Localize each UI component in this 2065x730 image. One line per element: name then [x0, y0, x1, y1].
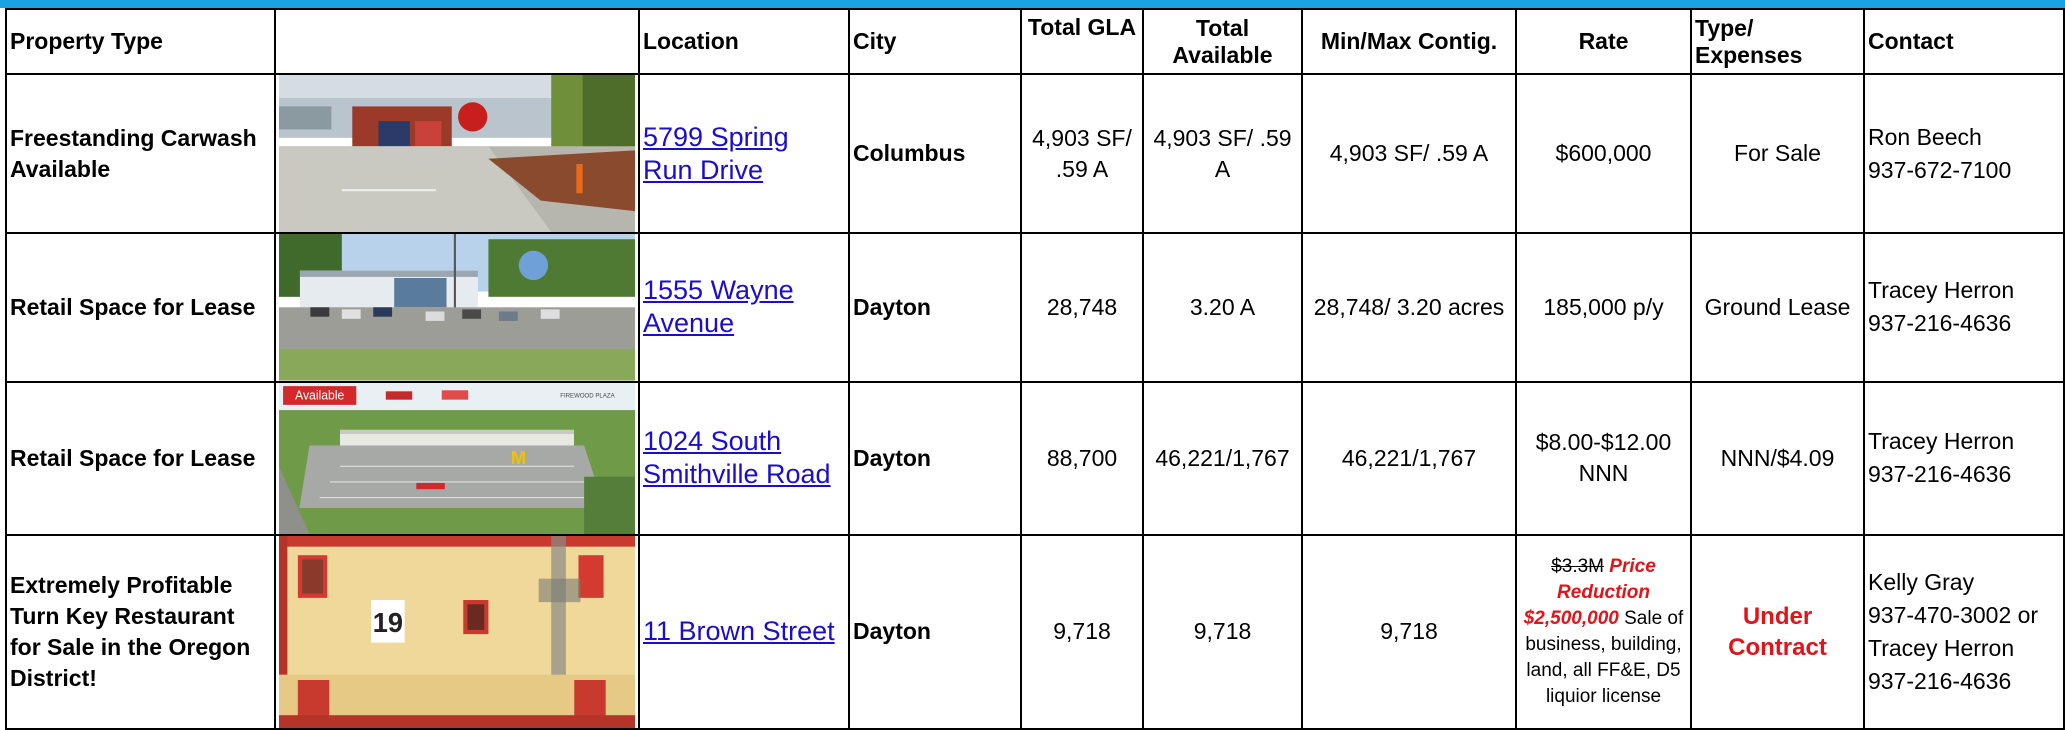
location-cell — [639, 535, 849, 729]
total-gla-cell: 88,700 — [1021, 382, 1143, 535]
contact-cell — [1864, 382, 2064, 535]
property-type-cell: Freestanding Carwash Available — [6, 74, 275, 233]
building-number: 19 — [372, 606, 404, 638]
contact-cell — [1864, 233, 2064, 382]
contact-cell — [1864, 535, 2064, 729]
contact-phone: 937-216-4636 — [1868, 461, 2012, 488]
header-min-max-contig: Min/Max Contig. — [1302, 9, 1516, 74]
header-city: City — [849, 9, 1021, 74]
contact-name: Kelly Gray — [1868, 568, 1975, 595]
old-price: $3.3M — [1551, 555, 1605, 577]
rate-cell — [1516, 535, 1691, 729]
location-cell — [639, 382, 849, 535]
contact-phone: 937-470-3002 or — [1868, 601, 2039, 628]
property-photo-plaza[interactable] — [275, 382, 639, 535]
rate-cell: $600,000 — [1516, 74, 1691, 233]
property-type-cell: Retail Space for Lease — [6, 382, 275, 535]
property-type-cell: Retail Space for Lease — [6, 233, 275, 382]
header-rate: Rate — [1516, 9, 1691, 74]
header-type-expenses: Type/ Expenses — [1691, 9, 1864, 74]
table-row — [6, 382, 2064, 535]
min-max-cell: 28,748/ 3.20 acres — [1302, 233, 1516, 382]
total-gla-cell: 28,748 — [1021, 233, 1143, 382]
city-cell: Dayton — [849, 535, 1021, 729]
min-max-cell: 46,221/1,767 — [1302, 382, 1516, 535]
contact-name-alt: Tracey Herron — [1868, 634, 2015, 661]
total-gla-cell: 9,718 — [1021, 535, 1143, 729]
available-badge: Available — [295, 388, 345, 403]
header-photo — [275, 9, 639, 74]
location-cell — [639, 74, 849, 233]
city-cell: Columbus — [849, 74, 1021, 233]
svg-text:M: M — [510, 446, 527, 468]
new-price: $2,500,000 — [1523, 607, 1619, 629]
price-reduction-label: Price Reduction — [1557, 555, 1656, 603]
rate-cell: 185,000 p/y — [1516, 233, 1691, 382]
header-total-available: Total Available — [1143, 9, 1302, 74]
plaza-name: FIREWOOD PLAZA — [560, 392, 615, 400]
header-property-type: Property Type — [6, 9, 275, 74]
total-available-cell: 9,718 — [1143, 535, 1302, 729]
total-available-cell: 46,221/1,767 — [1143, 382, 1302, 535]
table-row — [6, 535, 2064, 729]
header-row — [6, 9, 2064, 74]
type-expenses-cell: Ground Lease — [1691, 233, 1864, 382]
table-row — [6, 233, 2064, 382]
status-badge: Under Contract — [1691, 535, 1864, 729]
property-photo-carwash[interactable] — [275, 74, 639, 233]
sale-description: Sale of business, building, land, all FF&E, D5 liquior license — [1525, 607, 1684, 707]
header-contact: Contact — [1864, 9, 2064, 74]
contact-name: Tracey Herron — [1868, 428, 2015, 455]
contact-phone: 937-216-4636 — [1868, 310, 2012, 337]
top-accent-bar — [0, 0, 2065, 8]
total-available-cell: 3.20 A — [1143, 233, 1302, 382]
total-gla-cell: 4,903 SF/ .59 A — [1021, 74, 1143, 233]
contact-cell — [1864, 74, 2064, 233]
aerial-plaza-photo-icon — [279, 383, 635, 534]
type-expenses-cell: For Sale — [1691, 74, 1864, 233]
header-location: Location — [639, 9, 849, 74]
contact-phone-alt: 937-216-4636 — [1868, 667, 2012, 694]
city-cell: Dayton — [849, 233, 1021, 382]
type-expenses-cell: NNN/$4.09 — [1691, 382, 1864, 535]
contact-name: Ron Beech — [1868, 123, 1982, 150]
total-available-cell: 4,903 SF/ .59 A — [1143, 74, 1302, 233]
city-cell: Dayton — [849, 382, 1021, 535]
property-photo-restaurant[interactable] — [275, 535, 639, 729]
min-max-cell: 9,718 — [1302, 535, 1516, 729]
table-row — [6, 74, 2064, 233]
location-link[interactable]: 1555 Wayne Avenue — [643, 275, 794, 339]
location-link[interactable]: 11 Brown Street — [643, 616, 835, 647]
retail-building-photo-icon — [279, 234, 635, 381]
carwash-photo-icon — [279, 75, 635, 232]
min-max-cell: 4,903 SF/ .59 A — [1302, 74, 1516, 233]
location-cell — [639, 233, 849, 382]
location-link[interactable]: 5799 Spring Run Drive — [643, 121, 789, 185]
rate-cell: $8.00-$12.00 NNN — [1516, 382, 1691, 535]
location-link[interactable]: 1024 South Smithville Road — [643, 426, 831, 490]
property-listings-table — [5, 8, 2065, 730]
contact-name: Tracey Herron — [1868, 277, 2015, 304]
restaurant-facade-photo-icon — [279, 536, 635, 728]
property-photo-retail[interactable] — [275, 233, 639, 382]
contact-phone: 937-672-7100 — [1868, 156, 2012, 183]
header-total-gla: Total GLA — [1021, 9, 1143, 74]
property-type-cell: Extremely Profitable Turn Key Restaurant for Sale in the Oregon District! — [6, 535, 275, 729]
